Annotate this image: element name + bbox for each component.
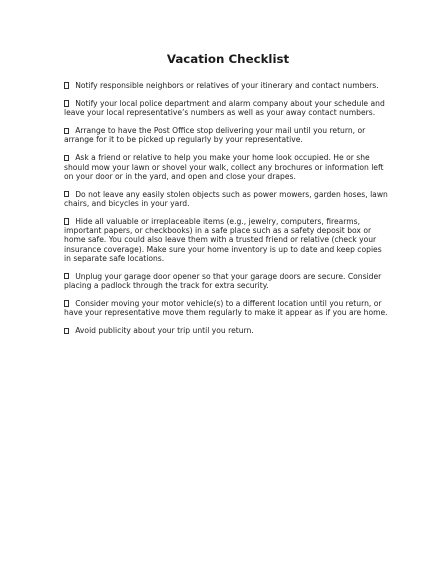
checklist-item-text: Notify responsible neighbors or relatives of your itinerary and contact numbers. xyxy=(75,81,379,90)
checkbox-icon[interactable] xyxy=(64,155,69,161)
checklist-item xyxy=(64,190,390,208)
checklist-item xyxy=(64,326,390,335)
checkbox-icon[interactable] xyxy=(64,191,69,197)
checklist-item-text: Do not leave any easily stolen objects such as power mowers, garden hoses, lawn chairs, and bicycles in your yard. xyxy=(64,189,388,209)
checkbox-icon[interactable] xyxy=(64,82,69,88)
checklist-item-text: Arrange to have the Post Office stop delivering your mail until you return, or arrange for it to be picked up regularly by your representative. xyxy=(64,126,366,145)
checklist-item xyxy=(64,299,390,317)
checkbox-icon[interactable] xyxy=(64,218,69,224)
checklist xyxy=(64,81,390,335)
checklist-item xyxy=(64,81,390,90)
checkbox-icon[interactable] xyxy=(64,128,69,134)
checklist-item xyxy=(64,99,390,117)
checklist-item-text: Hide all valuable or irreplaceable items (e.g., jewelry, computers, firearms, important papers, or checkbooks) in a safe place such as a safety deposit box or home safe. You could also leave them with a trusted friend or relative (check your insurance coverage). Make sure your home inventory is up to date and keep copies in separate safe locations. xyxy=(64,217,382,263)
checklist-item-text: Unplug your garage door opener so that your garage doors are secure. Consider placing a padlock through the track for extra security. xyxy=(64,271,382,291)
checklist-item-text: Notify your local police department and alarm company about your schedule and leave your local representative’s numbers as well as your away contact numbers. xyxy=(64,99,385,118)
checklist-item xyxy=(64,126,390,144)
checkbox-icon[interactable] xyxy=(64,328,69,334)
checklist-item xyxy=(64,272,390,290)
checklist-item xyxy=(64,217,390,263)
checkbox-icon[interactable] xyxy=(64,300,69,306)
page-title: Vacation Checklist xyxy=(166,52,290,66)
checklist-item-text: Avoid publicity about your trip until you return. xyxy=(75,326,254,336)
checklist-item-text: Ask a friend or relative to help you make your home look occupied. He or she should mow your lawn or shovel your walk, collect any brochures or information left on your door or in the yard, and open and close your drapes. xyxy=(64,153,384,181)
checkbox-icon[interactable] xyxy=(64,100,69,106)
checkbox-icon[interactable] xyxy=(64,273,69,279)
checklist-item-text: Consider moving your motor vehicle(s) to a different location until you return, or have your representative move them regularly to make it appear as if you are home. xyxy=(64,299,388,318)
checklist-item xyxy=(64,153,390,181)
